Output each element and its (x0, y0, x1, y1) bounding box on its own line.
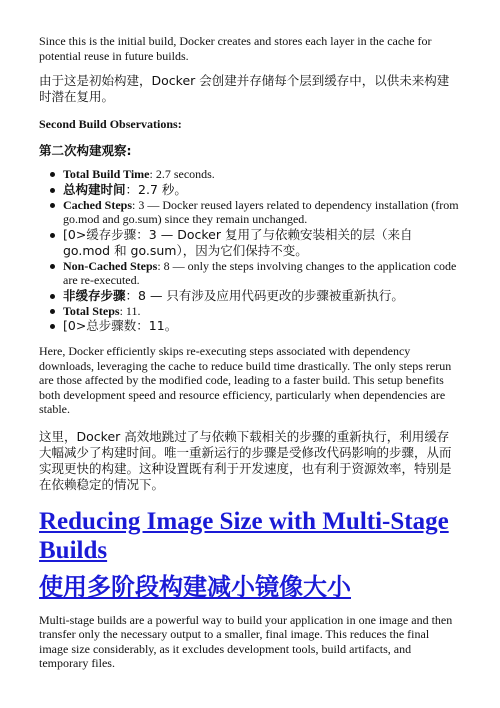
list-item (63, 198, 459, 227)
summary-paragraph-en: Here, Docker efficiently skips re-executing steps associated with dependency downloads, leveraging the cache to reduce build time drastically. The only steps rerun are those affected by the modified code, leading to a faster build. This setup benefits both development speed and resource efficiency, particularly when dependencies are stable. (39, 344, 452, 416)
list-item-key: Total Build Time (63, 167, 150, 181)
list-item-text: : 8 — only the steps involving changes to the application code are re-executed. (63, 258, 457, 287)
list-item-text: ：8 — 只有涉及应用代码更改的步骤被重新执行。 (125, 287, 404, 303)
list-item-key: Total Steps (63, 303, 120, 318)
section-title-link-zh[interactable]: 使用多阶段构建减小镜像大小 (39, 572, 351, 601)
list-item-key: Cached Steps (63, 197, 133, 212)
list-item-key: 总构建时间 (63, 181, 126, 197)
list-item (63, 318, 459, 334)
list-item (63, 304, 459, 319)
list-item (63, 167, 459, 182)
section-heading-zh: 第二次构建观察: (39, 143, 132, 158)
list-item-text: [0>总步骤数：11。 (63, 318, 178, 333)
list-item-text: ：2.7 秒。 (125, 181, 187, 197)
intro-paragraph-zh: 由于这是初始构建，Docker 会创建并存储每个层到缓存中，以供未来构建时潜在复用。 (39, 73, 450, 104)
list-item-text: : 11. (119, 303, 141, 318)
list-item-key: 非缓存步骤 (63, 287, 126, 303)
list-item-text: : 3 — Docker reused layers related to dependency installation (from go.mod and go.sum) since they remain unchanged. (63, 197, 459, 226)
list-item (63, 259, 459, 288)
document-page (39, 34, 459, 671)
intro-paragraph-en: Since this is the initial build, Docker creates and stores each layer in the cache for potential reuse in future builds. (39, 34, 432, 63)
list-item-key: Non-Cached Steps (63, 258, 158, 273)
section-title-link-en[interactable]: Reducing Image Size with Multi-Stage Builds (39, 507, 449, 564)
list-item (63, 182, 459, 198)
observations-list (39, 167, 459, 334)
list-item-text: [0>缓存步骤：3 — Docker 复用了与依赖安装相关的层（来自 go.mod 和 go.sum），因为它们保持不变。 (63, 226, 413, 258)
list-item (63, 227, 459, 259)
section-body-en: Multi-stage builds are a powerful way to build your application in one image and then transfer only the necessary output to a smaller, final image. This reduces the final image size considerably, as it excludes development tools, build artifacts, and temporary files. (39, 612, 453, 670)
section-heading-en: Second Build Observations: (39, 117, 182, 131)
list-item-text: : 2.7 seconds. (149, 167, 215, 181)
list-item (63, 288, 459, 304)
summary-paragraph-zh: 这里，Docker 高效地跳过了与依赖下载相关的步骤的重新执行，利用缓存大幅减少了构建时间。唯一重新运行的步骤是受修改代码影响的步骤，从而实现更快的构建。这种设置既有利于开发速度，也有利于资源效率，特别是在依赖稳定的情况下。 (39, 428, 452, 492)
